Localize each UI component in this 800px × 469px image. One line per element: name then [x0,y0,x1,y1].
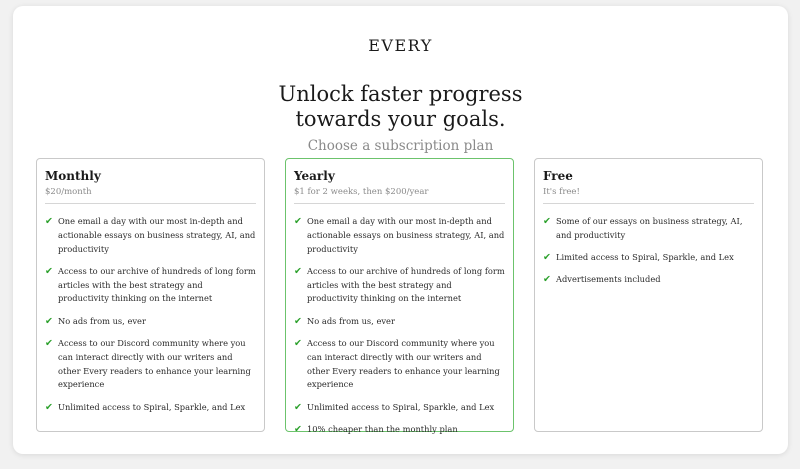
checkmark-icon: ✔ [45,401,53,413]
checkmark-icon: ✔ [543,274,551,286]
feature-text: One email a day with our most in-depth and actionable essays on business strategy, AI, and productivity [58,216,256,254]
feature-text: Unlimited access to Spiral, Sparkle, and Lex [307,401,495,412]
feature-text: Limited access to Spiral, Sparkle, and Lex [556,252,734,263]
feature-text: Access to our archive of hundreds of long form articles with the best strategy and productivity thinking on the internet [58,265,256,304]
checkmark-icon: ✔ [294,265,302,277]
plan-price: It's free! [543,187,580,197]
feature-item [294,265,505,306]
plan-title: Free [543,169,573,183]
plan-price: $20/month [45,187,92,197]
page-subtitle: Choose a subscription plan [307,138,494,154]
headline-line-2: towards your goals. [295,107,506,131]
checkmark-icon: ✔ [543,216,551,227]
plan-header [543,169,754,204]
checkmark-icon: ✔ [45,338,53,350]
feature-item [45,315,256,329]
feature-item [294,401,505,415]
feature-item [45,401,256,415]
every-logo[interactable]: EVERY [368,36,433,55]
plan-price: $1 for 2 weeks, then $200/year [294,187,429,197]
feature-text: Unlimited access to Spiral, Sparkle, and Lex [58,401,246,412]
feature-item [294,215,505,256]
checkmark-icon: ✔ [45,315,53,327]
plan-title: Monthly [45,169,101,183]
checkmark-icon: ✔ [294,424,302,436]
page-headline [13,82,788,132]
feature-text: Access to our archive of hundreds of long form articles with the best strategy and productivity thinking on the internet [307,265,505,304]
feature-text: Access to our Discord community where you can interact directly with our writers and other Every readers to enhance your learning experience [58,338,251,390]
checkmark-icon: ✔ [294,315,302,327]
checkmark-icon: ✔ [294,216,302,227]
plan-card-monthly[interactable] [36,158,265,432]
plan-title: Yearly [294,169,335,183]
feature-text: One email a day with our most in-depth and actionable essays on business strategy, AI, and productivity [307,216,505,254]
feature-item [45,215,256,256]
feature-item [45,265,256,306]
feature-text: No ads from us, ever [58,315,146,326]
feature-text: Access to our Discord community where you can interact directly with our writers and other Every readers to enhance your learning experience [307,338,500,390]
feature-text: Advertisements included [556,274,661,285]
feature-list [294,215,505,445]
pricing-page [13,6,788,454]
plan-card-free[interactable] [534,158,763,432]
checkmark-icon: ✔ [45,265,53,277]
checkmark-icon: ✔ [294,401,302,413]
plan-header [294,169,505,204]
feature-item [543,215,754,243]
plan-card-yearly[interactable] [285,158,514,436]
feature-item [543,273,754,287]
feature-item [294,337,505,392]
feature-text: 10% cheaper than the monthly plan [307,424,458,435]
feature-text: No ads from us, ever [307,315,395,326]
plan-header [45,169,256,204]
checkmark-icon: ✔ [543,252,551,264]
feature-list [543,215,754,296]
feature-item [45,337,256,392]
checkmark-icon: ✔ [294,338,302,350]
feature-list [45,215,256,423]
feature-item [294,423,505,437]
feature-text: Some of our essays on business strategy, AI, and productivity [556,216,743,240]
feature-item [294,315,505,329]
feature-item [543,251,754,265]
headline-line-1: Unlock faster progress [278,82,523,106]
checkmark-icon: ✔ [45,216,53,227]
